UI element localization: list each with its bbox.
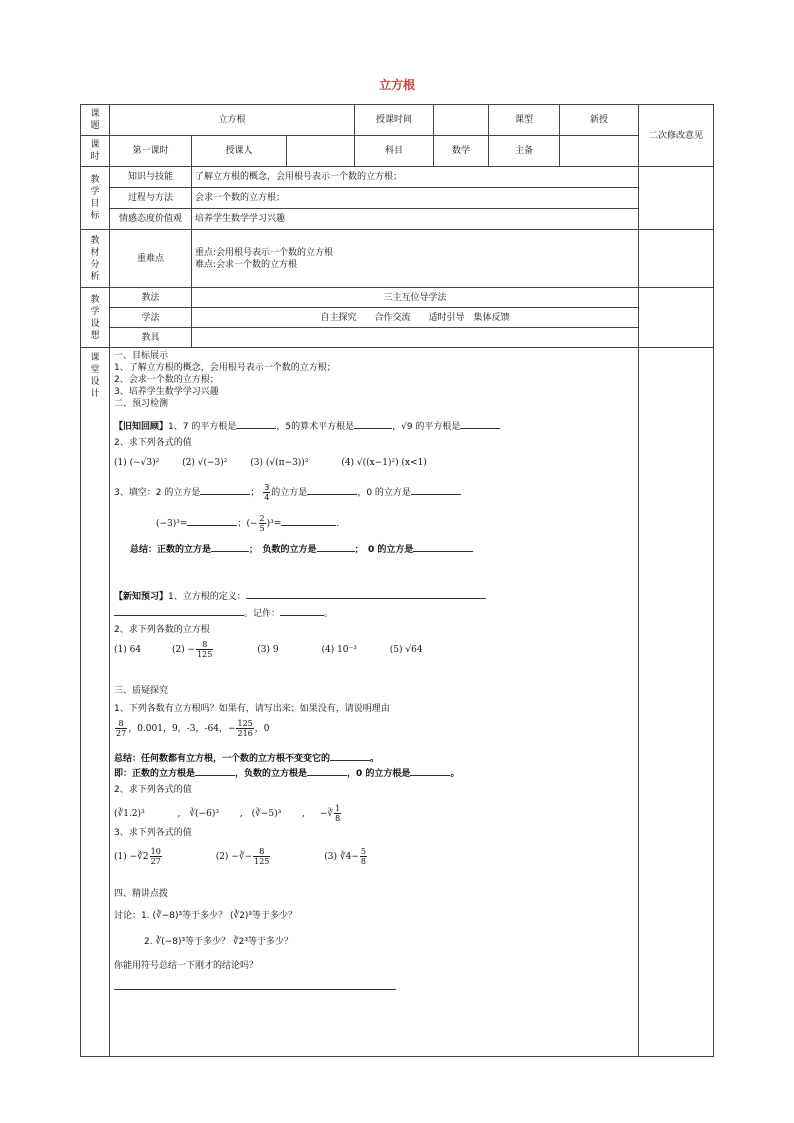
row-label-process: 课 堂 设 计 — [81, 348, 110, 1057]
answer-blank[interactable] — [460, 420, 500, 429]
design-value: 自主探究 合作交流 适时引导 集体反馈 — [192, 308, 639, 328]
new-question: 2、求下列各数的立方根 — [114, 625, 210, 635]
question-line: 3、求下列各式的值 — [114, 828, 192, 838]
remark-cell — [639, 167, 714, 230]
answer-blank[interactable] — [236, 420, 276, 429]
time-value — [434, 105, 489, 136]
new-knowledge-note: 。记作： 。 — [114, 607, 634, 620]
question-line: 2、求下列各式的值 — [114, 785, 192, 795]
answer-blank[interactable] — [411, 486, 461, 495]
remark-cell — [639, 288, 714, 348]
type-value: 新授 — [560, 105, 639, 136]
answer-blank[interactable] — [317, 543, 355, 552]
answer-blank[interactable] — [187, 517, 237, 526]
answer-blank[interactable] — [354, 420, 392, 429]
fill-line: 3、填空：2 的立方是 ； $\frac{3}{4}$ 的立方是 ，0 的立方是 — [114, 483, 634, 502]
goal-key: 知识与技能 — [110, 167, 192, 188]
remark-header: 二次修改意见 — [639, 105, 714, 167]
remark-cell — [639, 230, 714, 288]
type-label: 课型 — [489, 105, 560, 136]
goal-value: 了解立方根的概念，会用根号表示一个数的立方根； — [192, 167, 639, 188]
key-points-value — [192, 230, 639, 288]
cube-root-items: (1) 64 (2) − $\frac{8}{125}$ (3) 9 (4) 10⁻³ (5) √64 — [114, 640, 423, 659]
teacher-value — [287, 136, 355, 167]
discussion-line: 你能用符号总结一下刚才的结论吗？ — [114, 961, 259, 971]
row-label-design: 教 学 设 想 — [81, 288, 110, 348]
answer-blank[interactable] — [410, 767, 450, 776]
answer-blank[interactable] — [200, 486, 250, 495]
row-label-goals: 教 学 目 标 — [81, 167, 110, 230]
review-line: 【旧知回顾】1、7 的平方根是 ，5的算术平方根是 ，√9 的平方根是 — [114, 420, 634, 433]
answer-blank[interactable] — [307, 767, 347, 776]
prep-label: 主备 — [489, 136, 560, 167]
answer-blank[interactable] — [413, 543, 473, 552]
row-label-analysis: 教 材 分 析 — [81, 230, 110, 288]
section-heading: 三、质疑探究 — [114, 686, 169, 696]
answer-blank[interactable] — [330, 752, 370, 761]
objective-item: 1、了解立方根的概念，会用根号表示一个数的立方根； — [114, 363, 336, 373]
design-key: 教法 — [110, 288, 192, 308]
subject-value: 数学 — [434, 136, 489, 167]
time-label: 授课时间 — [355, 105, 434, 136]
design-value: 三主互位导学法 — [192, 288, 639, 308]
summary-line: 总结：正数的立方是 ； 负数的立方是 ； 0 的立方是 — [114, 543, 634, 556]
summary-line: 即：正数的立方根是 ，负数的立方根是 ，0 的立方根是 。 — [114, 769, 460, 779]
goal-key: 过程与方法 — [110, 188, 192, 209]
answer-blank[interactable] — [114, 607, 244, 616]
design-key: 教具 — [110, 328, 192, 348]
discussion-line: 2. ∛(−8)³等于多少？ ∛2³等于多少？ — [144, 937, 294, 947]
objective-item: 2、会求一个数的立方根； — [114, 375, 219, 385]
new-knowledge-line: 【新知预习】1、立方根的定义： — [114, 590, 634, 603]
answer-blank[interactable] — [281, 517, 336, 526]
expression-list: (1) −∛2 $\frac{10}{27}$ (2) −∛− $\frac{8}{125}$ (3) ∛4− $\frac{5}{8}$ — [114, 847, 366, 866]
goal-value: 会求一个数的立方根； — [192, 188, 639, 209]
design-key: 学法 — [110, 308, 192, 328]
summary-line: 总结：任何数都有立方根，一个数的立方根不变变它的 。 — [114, 754, 380, 764]
objective-item: 3、培养学生数学学习兴趣 — [114, 387, 219, 397]
key-points-label: 重难点 — [110, 230, 192, 288]
section-heading: 二、预习检测 — [114, 399, 169, 409]
fill-line-2: (−3)³= ；(− $\frac{2}{5}$ )³= . — [156, 514, 340, 533]
period-value: 第一课时 — [110, 136, 192, 167]
answer-blank[interactable] — [195, 767, 235, 776]
section-heading: 一、目标展示 — [114, 351, 169, 361]
answer-blank[interactable] — [246, 590, 486, 599]
answer-blank[interactable] — [211, 543, 249, 552]
key-point-line: 重点:会用根号表示一个数的立方根 — [195, 247, 334, 258]
topic-value: 立方根 — [110, 105, 355, 136]
review-question: 2、求下列各式的值 — [114, 438, 192, 448]
review-expressions: (1) (−√3)² (2) √(−3)² (3) (√(π−3))² (4) √((x−1)²) (x<1) — [114, 458, 427, 468]
process-content — [110, 348, 639, 1057]
number-list: $\frac{8}{27}$ ，0.001，9，-3，-64，− $\frac{125}{216}$ ，0 — [116, 719, 270, 738]
goal-key: 情感态度价值观 — [110, 209, 192, 230]
row-label-period: 课 时 — [81, 136, 110, 167]
difficult-point-line: 难点:会求一个数的立方根 — [195, 259, 298, 270]
row-label-topic: 课 题 — [81, 105, 110, 136]
answer-blank[interactable] — [307, 486, 357, 495]
answer-line[interactable] — [114, 988, 396, 990]
teacher-label: 授课人 — [192, 136, 287, 167]
page-title: 立方根 — [378, 78, 415, 92]
answer-blank[interactable] — [280, 607, 324, 616]
discussion-line: 讨论：1. (∛−8)³等于多少？ (∛2)³等于多少？ — [114, 911, 298, 921]
goal-value: 培养学生数学学习兴趣 — [192, 209, 639, 230]
lesson-plan-table — [80, 104, 713, 1057]
section-heading: 四、精讲点拨 — [114, 889, 169, 899]
subject-label: 科目 — [355, 136, 434, 167]
design-value — [192, 328, 639, 348]
prep-value — [560, 136, 639, 167]
question-line: 1、下列各数有立方根吗？如果有，请写出来；如果没有，请说明理由 — [114, 704, 390, 714]
remark-cell — [639, 348, 714, 1057]
expression-list: (∛1.2)³ , ∛(−6)³ , (∛−5)³ , −∛ $\frac{1}{8}$ — [114, 804, 341, 823]
